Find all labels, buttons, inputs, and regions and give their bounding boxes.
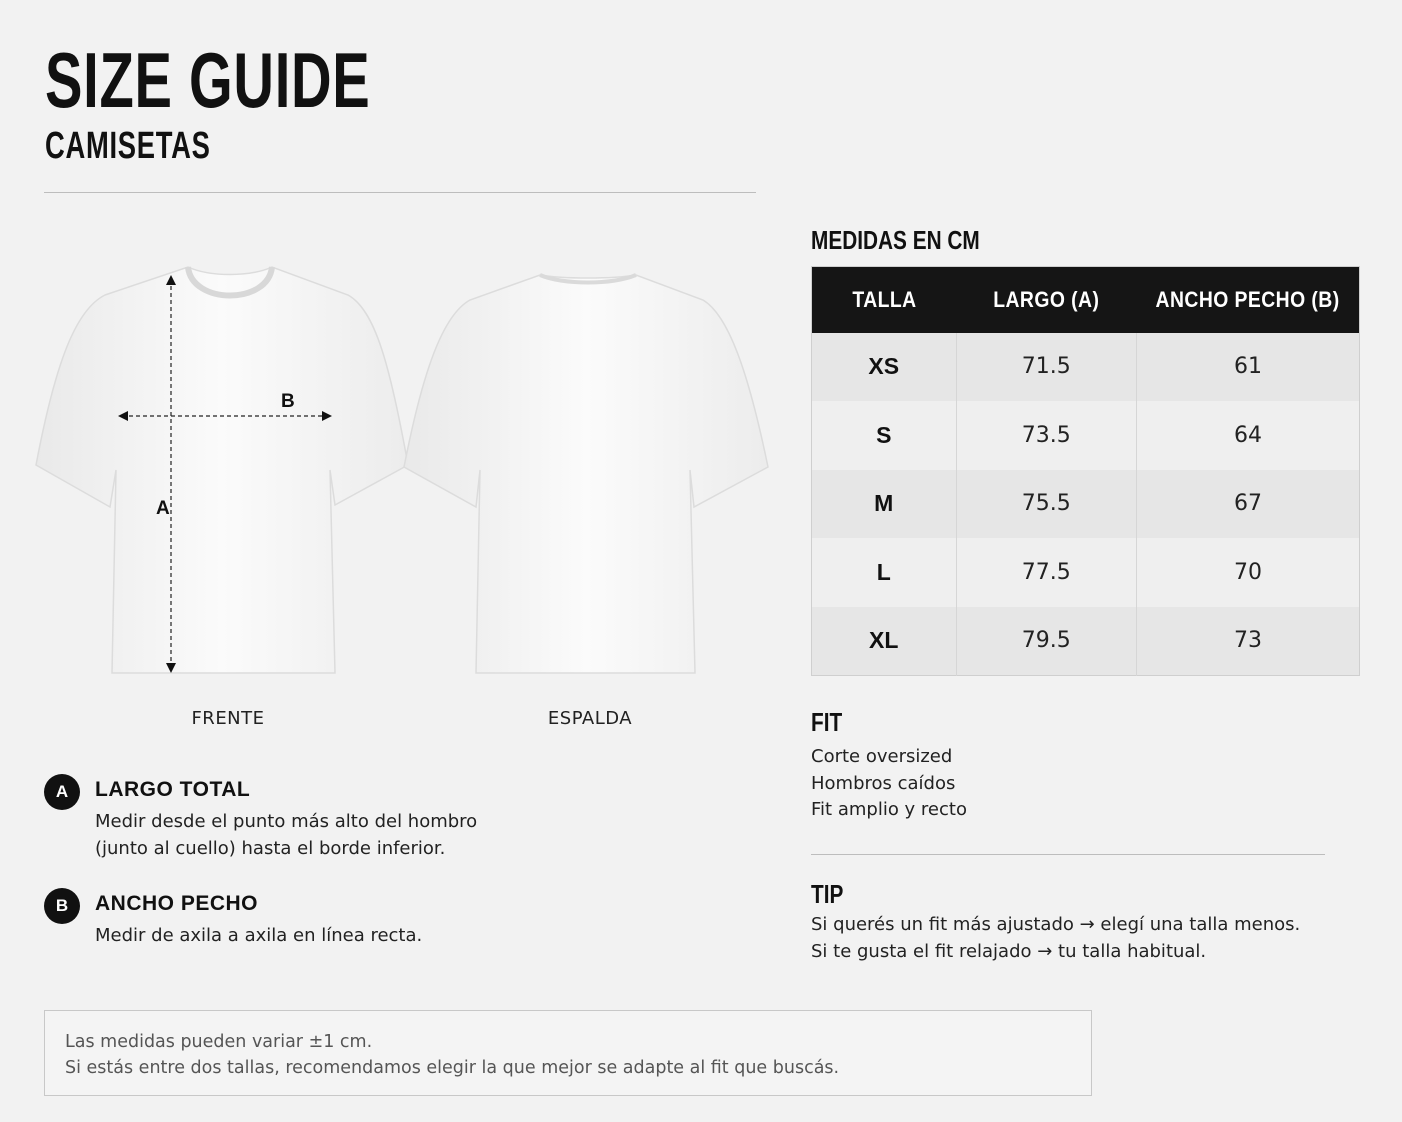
table-row [812, 333, 1360, 402]
cell-ancho: 64 [1137, 401, 1360, 470]
size-table [811, 266, 1360, 676]
cell-ancho: 61 [1137, 333, 1360, 402]
tip-line: Si querés un fit más ajustado → elegí una talla menos. [811, 914, 1301, 935]
header-talla: TALLA [812, 267, 957, 333]
fit-list [811, 744, 967, 824]
legend-line: (junto al cuello) hasta el borde inferior. [95, 838, 446, 859]
table-header-row [812, 267, 1360, 333]
legend-line: Medir desde el punto más alto del hombro [95, 811, 478, 832]
fit-line: Corte oversized [811, 746, 953, 767]
table-row [812, 470, 1360, 539]
tip-heading: TIP [811, 879, 844, 909]
legend-line: Medir de axila a axila en línea recta. [95, 925, 423, 946]
table-row [812, 401, 1360, 470]
table-row [812, 607, 1360, 676]
cell-largo: 79.5 [956, 607, 1137, 676]
cell-largo: 73.5 [956, 401, 1137, 470]
cell-ancho: 70 [1137, 538, 1360, 607]
fit-line: Fit amplio y recto [811, 799, 967, 820]
marker-b-label: B [281, 391, 295, 412]
disclaimer-line: Las medidas pueden variar ±1 cm. [65, 1032, 373, 1052]
back-caption: ESPALDA [547, 708, 633, 729]
cell-largo: 77.5 [956, 538, 1137, 607]
cell-largo: 71.5 [956, 333, 1137, 402]
cell-size: XL [812, 607, 957, 676]
cell-largo: 75.5 [956, 470, 1137, 539]
legend-title: LARGO TOTAL [95, 778, 251, 801]
cell-size: M [812, 470, 957, 539]
badge-a: A [44, 774, 80, 810]
page-title: SIZE GUIDE [45, 36, 371, 124]
tip-list [811, 912, 1300, 965]
badge-b: B [44, 888, 80, 924]
tip-line: Si te gusta el fit relajado → tu talla habitual. [811, 940, 1207, 962]
fit-heading: FIT [811, 707, 843, 737]
page-subtitle: CAMISETAS [45, 125, 211, 167]
front-caption: FRENTE [191, 708, 265, 729]
tshirt-front-body [36, 267, 408, 673]
cell-size: XS [812, 333, 957, 402]
table-label: MEDIDAS EN CM [811, 225, 980, 255]
disclaimer-line: Si estás entre dos tallas, recomendamos elegir la que mejor se adapte al fit que buscás. [65, 1058, 840, 1078]
fit-tip-divider [811, 854, 1325, 855]
legend-description [95, 922, 535, 949]
disclaimer-box [44, 1010, 1092, 1096]
tshirt-back-body [404, 275, 768, 673]
tshirt-front-diagram [30, 255, 420, 685]
header-largo: LARGO (A) [956, 267, 1137, 333]
cell-size: S [812, 401, 957, 470]
cell-ancho: 67 [1137, 470, 1360, 539]
fit-line: Hombros caídos [811, 772, 956, 794]
cell-size: L [812, 538, 957, 607]
table-row [812, 538, 1360, 607]
tshirt-back-diagram [398, 255, 778, 685]
legend-description [95, 808, 535, 862]
legend-title: ANCHO PECHO [95, 892, 259, 915]
header-ancho-pecho: ANCHO PECHO (B) [1137, 267, 1360, 333]
header-divider [44, 192, 756, 193]
cell-ancho: 73 [1137, 607, 1360, 676]
marker-a-label: A [156, 498, 170, 519]
